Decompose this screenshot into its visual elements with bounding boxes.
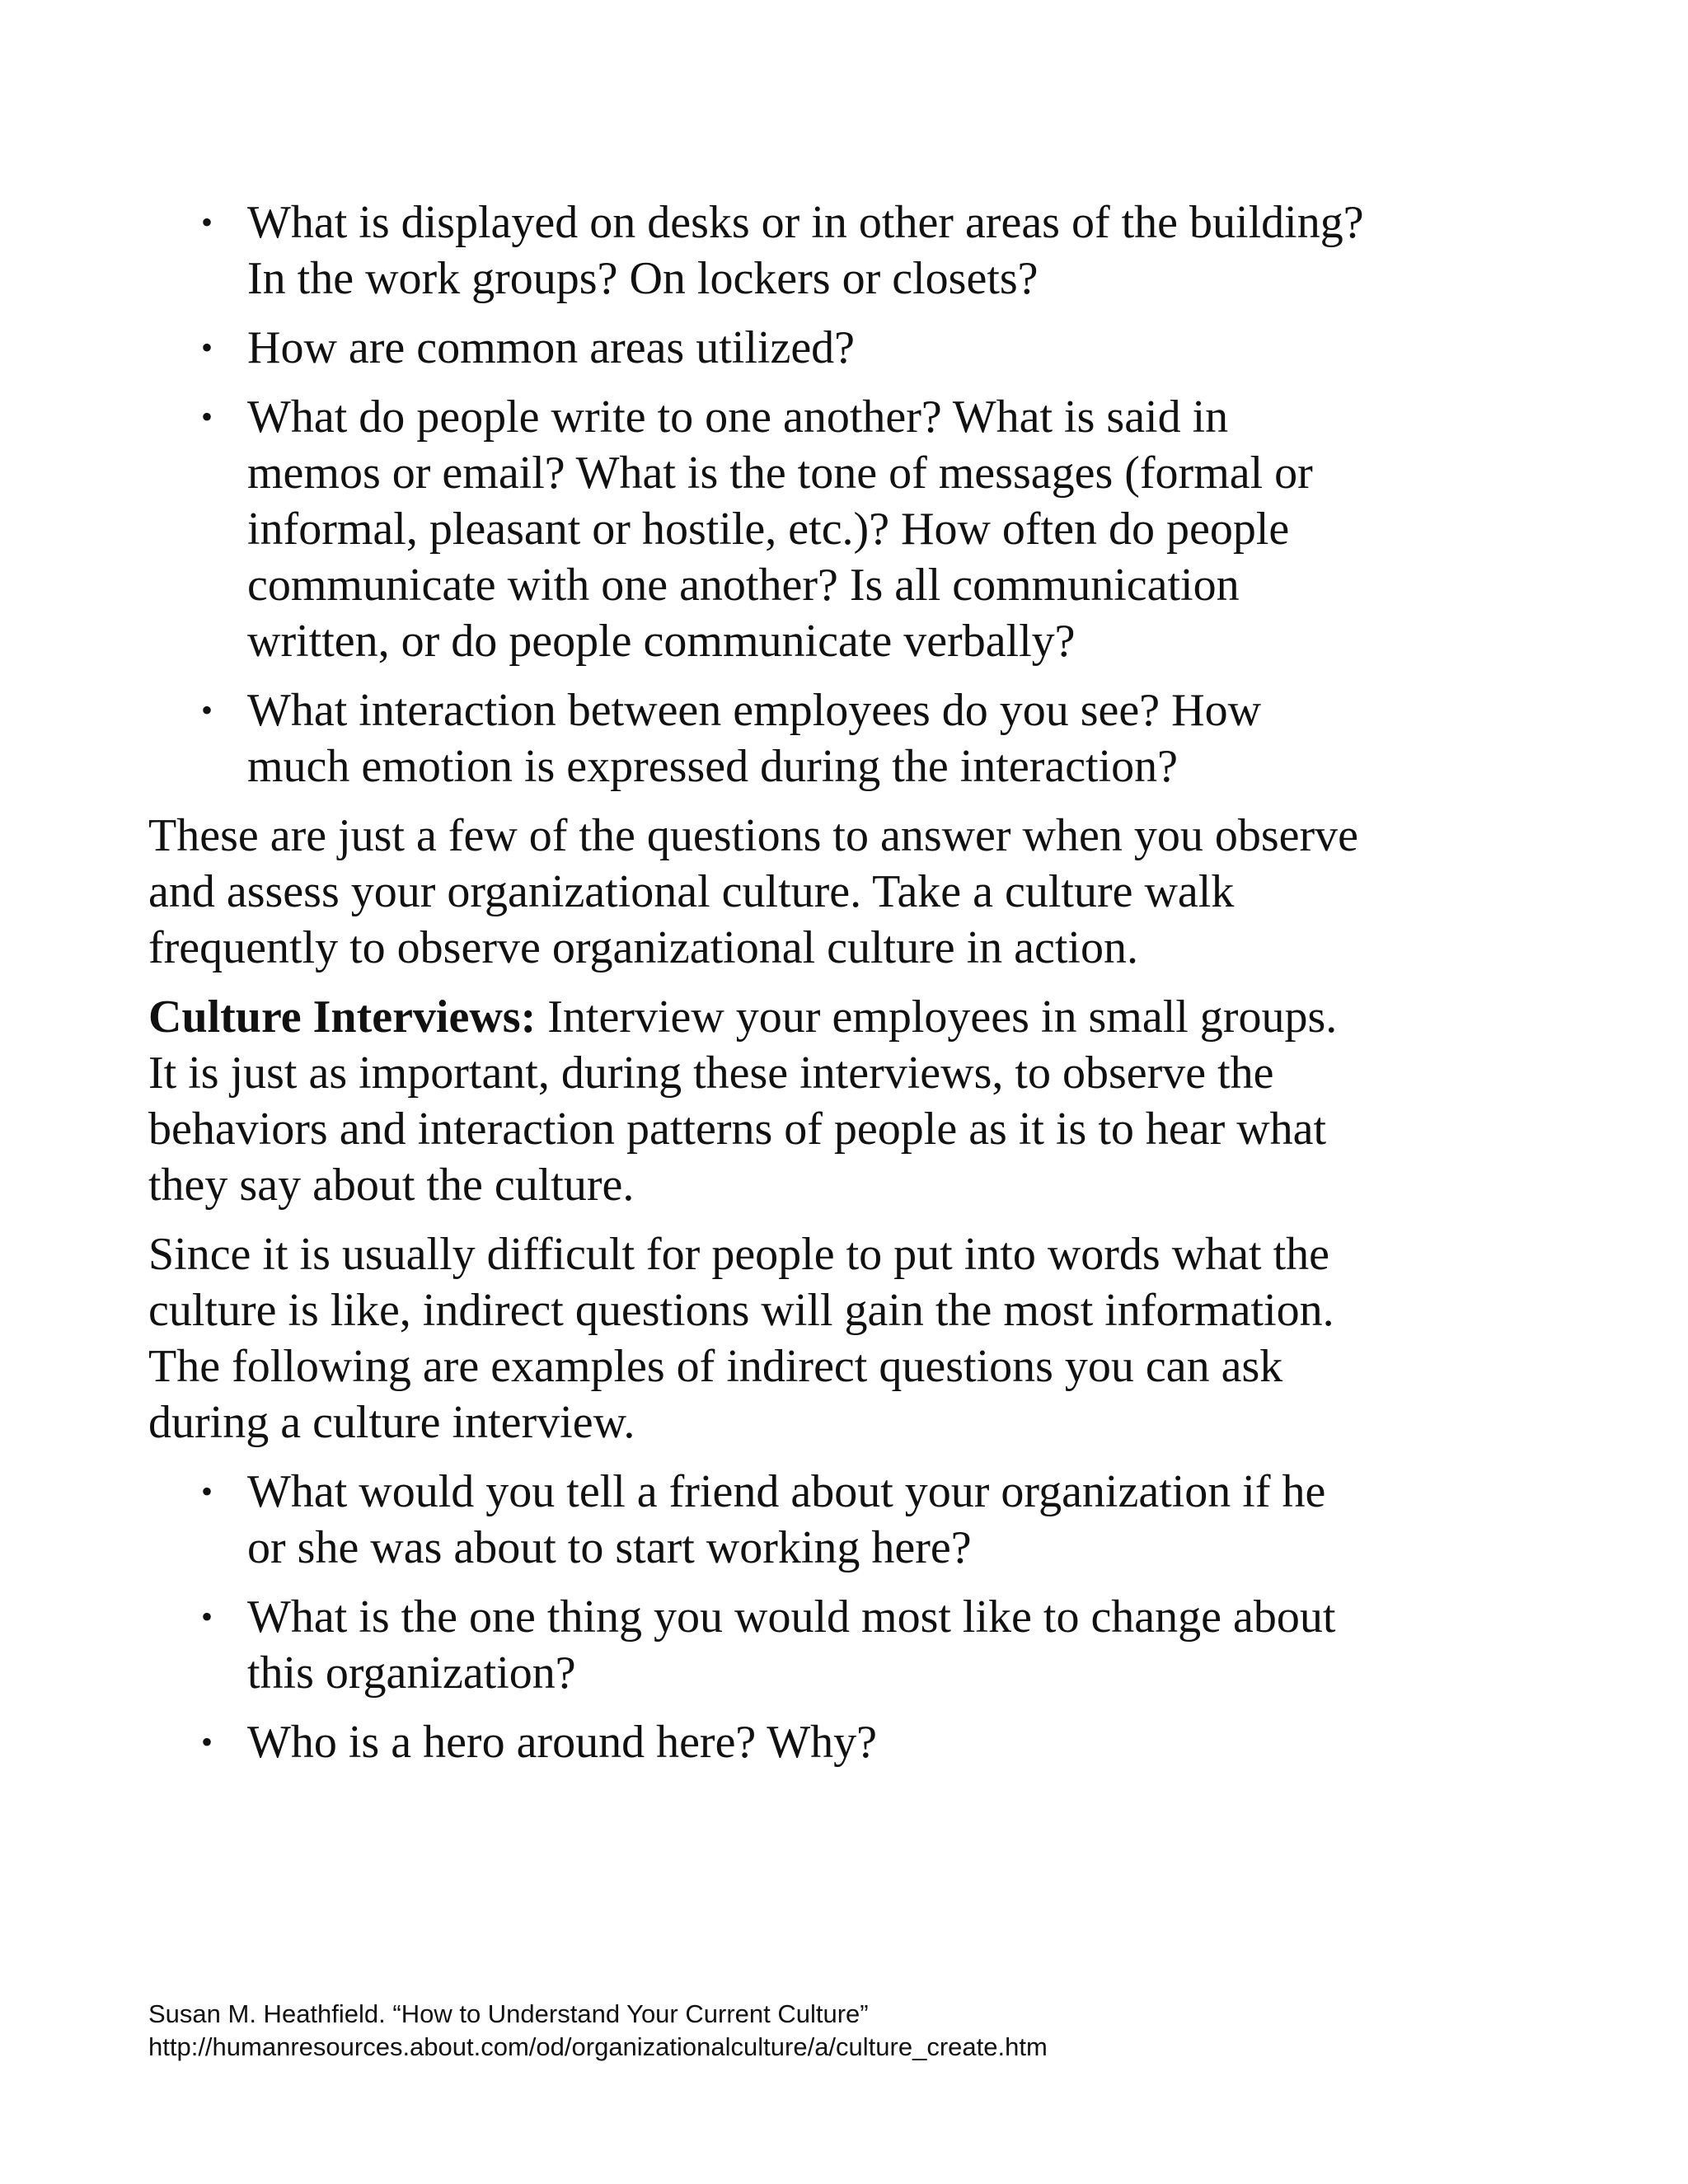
bullet-icon: • (200, 691, 213, 729)
footer-url: http://humanresources.about.com/od/organizationalculture/a/culture_create.htm (148, 2032, 1048, 2061)
bullet-icon: • (200, 1598, 213, 1635)
paragraph-culture-walk: These are just a few of the questions to answer when you observe and assess your organizational culture. Take a culture walk frequently to observe organizational culture in action. (148, 810, 1359, 973)
list-item (148, 1714, 1368, 1770)
page-footer (148, 1998, 1385, 2064)
bullet-icon: • (200, 1723, 213, 1760)
list-item (148, 1589, 1368, 1701)
paragraph-lead-heading: Culture Interviews: (148, 991, 537, 1043)
bullet-list-interview-questions (148, 1464, 1368, 1770)
list-item-text: What is displayed on desks or in other areas of the building? In the work groups? On lockers or closets? (247, 197, 1364, 304)
list-item (148, 389, 1368, 669)
paragraph-text: Interview your employees in small groups. It is just as important, during these interviews, to observe the behaviors and interaction patterns of people as it is to hear what they say about the culture. (148, 991, 1338, 1211)
bullet-icon: • (200, 398, 213, 435)
list-item-text: What do people write to one another? What is said in memos or email? What is the tone of messages (formal or informal, pleasant or hostile, etc.)? How often do people communicate with one another? Is all communication written, or do people communicate verbally? (247, 391, 1313, 667)
bullet-icon: • (200, 329, 213, 366)
list-item-text: Who is a hero around here? Why? (247, 1717, 877, 1768)
bullet-list-observations (148, 194, 1368, 794)
document-body (148, 194, 1368, 1783)
list-item (148, 1464, 1368, 1576)
list-item (148, 320, 1368, 376)
list-item (148, 194, 1368, 307)
footer-citation: Susan M. Heathfield. “How to Understand Your Current Culture” (148, 1999, 869, 2028)
list-item-text: What interaction between employees do you see? How much emotion is expressed during the interaction? (247, 685, 1262, 792)
bullet-icon: • (200, 204, 213, 241)
list-item-text: What is the one thing you would most like to change about this organization? (247, 1591, 1336, 1699)
list-item-text: How are common areas utilized? (247, 322, 856, 373)
paragraph-culture-interviews (148, 989, 1368, 1213)
paragraph-indirect-questions: Since it is usually difficult for people to put into words what the culture is like, indirect questions will gain the most information. The following are examples of indirect questions you can ask during a culture interview. (148, 1229, 1334, 1448)
bullet-icon: • (200, 1473, 213, 1510)
list-item-text: What would you tell a friend about your organization if he or she was about to start working here? (247, 1466, 1326, 1573)
list-item (148, 682, 1368, 794)
